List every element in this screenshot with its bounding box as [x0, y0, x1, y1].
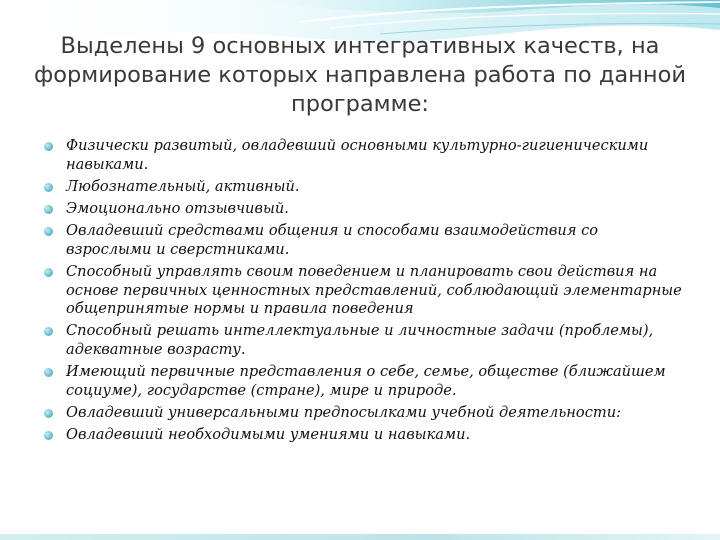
circle-bullet-icon — [44, 431, 53, 440]
list-item-text: Физически развитый, овладевший основными культурно-гигиеническими навыками. — [66, 137, 649, 173]
page-title — [10, 32, 710, 119]
list-item — [44, 137, 684, 174]
circle-bullet-icon — [44, 368, 53, 377]
circle-bullet-icon — [44, 409, 53, 418]
title-line: программе: — [290, 91, 430, 117]
list-item — [44, 404, 684, 423]
list-item-text: Овладевший необходимыми умениями и навыками. — [66, 426, 471, 444]
list-item-text: Любознательный, активный. — [66, 177, 300, 195]
circle-bullet-icon — [44, 268, 53, 277]
title-line: формирование которых направлена работа по данной — [33, 62, 686, 88]
qualities-list — [44, 137, 684, 448]
list-item — [44, 178, 684, 197]
bottom-border — [0, 534, 720, 540]
list-item-text: Способный решать интеллектуальные и личностные задачи (проблемы), адекватные возрасту. — [66, 322, 654, 358]
list-item-text: Способный управлять своим поведением и планировать свои действия на основе первичных ценностных представлений, соблюдающий элементарные общепринятые нормы и правила поведения — [66, 262, 682, 318]
list-item-text: Овладевший средствами общения и способами взаимодействия со взрослыми и сверстниками. — [66, 222, 599, 258]
list-item — [44, 222, 684, 259]
list-item — [44, 363, 684, 400]
list-item — [44, 263, 684, 319]
list-item-text: Овладевший универсальными предпосылками учебной деятельности: — [66, 403, 622, 421]
circle-bullet-icon — [44, 205, 53, 214]
circle-bullet-icon — [44, 142, 53, 151]
title-line: Выделены 9 основных интегративных качеств, на — [60, 33, 660, 59]
circle-bullet-icon — [44, 183, 53, 192]
list-item — [44, 200, 684, 219]
list-item-text: Имеющий первичные представления о себе, семье, обществе (ближайшем социуме), государстве (стране), мире и природе. — [66, 363, 666, 399]
list-item-text: Эмоционально отзывчивый. — [66, 199, 289, 217]
list-item — [44, 322, 684, 359]
list-item — [44, 426, 684, 445]
circle-bullet-icon — [44, 327, 53, 336]
circle-bullet-icon — [44, 227, 53, 236]
